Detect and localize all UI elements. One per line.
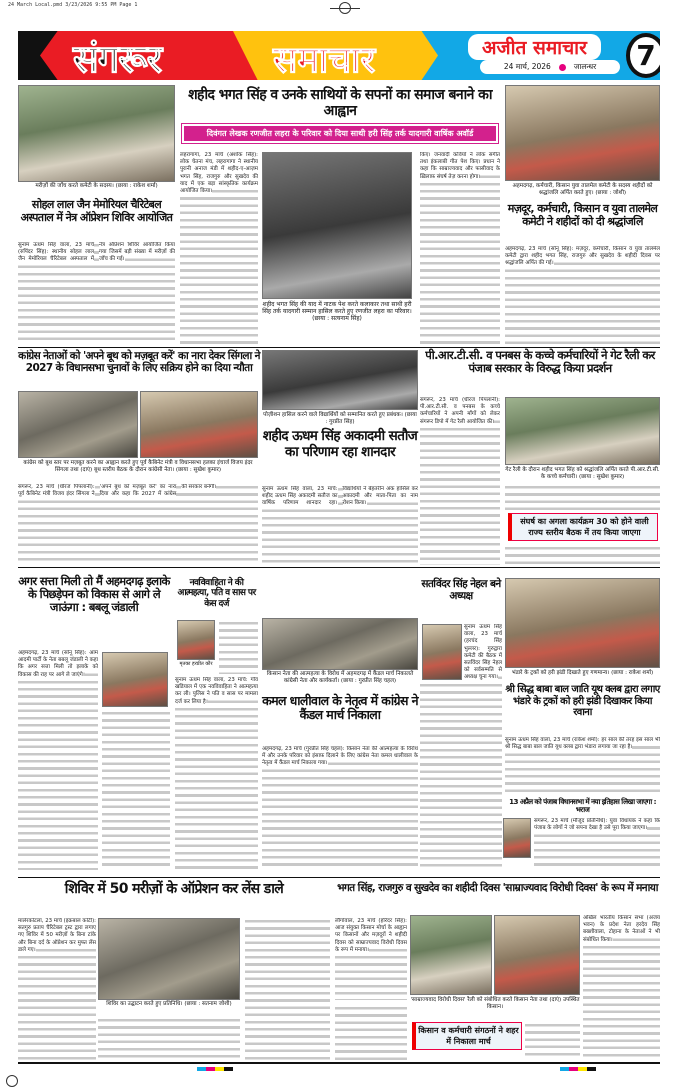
article-text: अहमदगढ़, 23 मार्च (गुरप्रीत सिंह चहल): किसान नेता की आत्महत्या के विरोध में और उनके परिवार को इंसाफ़ दिलाने के लिए कांग्रेस नेता कमल धालीवाल के नेतृत्व में कैंडल मार्च निकाला गया। <box>262 746 418 767</box>
color-registration-bar <box>197 1067 233 1071</box>
issue-city: जालन्धर <box>573 62 597 71</box>
prtc-body <box>420 397 500 565</box>
eye-camp-photo <box>18 85 175 182</box>
jandali-headline: अगर सत्ता मिली तो मैं अहमदगढ़ इलाके के पिछड़ेपन को विकास से आगे ले जाऊंगा : बबलू जंडाली <box>18 574 170 615</box>
bhagat-singh-caption: शहीद भगत सिंह की याद में नाटक पेश करते कलाकार तथा साथी हरी सिंह तर्क यादगारी सम्मान हासिल करते हुए रणजीत लहरा का परिवार। (छाया : सत्यनाम सिंह) <box>262 301 412 322</box>
article-text: संगरूर, 23 मार्च (धीरज पिपलानी): पी.आर.टी.सी. व पनबस के कच्चे कर्मचारियों ने अपनी माँगों को लेकर संगरूर डिपो में गेट रैली आयोजित की। <box>420 397 500 425</box>
candle-march-photo <box>262 618 418 670</box>
article-text: अखिल भारतीय किसान सभा (अजय भवन) के प्रदेश नेता हरदेव सिंह बख्शीवाला, टोहाना के नेताओं ने भी संबोधित किया। <box>583 915 660 943</box>
prtc-headline: पी.आर.टी.सी. व पनबस के कच्चे कर्मचारियों ने गेट रैली कर पंजाब सरकार के विरुद्ध किया प्रदर्शन <box>425 348 655 376</box>
bhagat-singh-headline: शहीद भगत सिंह व उनके साथियों के सपनों का समाज बनाने का आह्वान <box>188 87 492 120</box>
victim-portrait <box>177 620 215 660</box>
anti-imperialism-headline: भगत सिंह, राजगुरु व सुखदेव का शहीदी दिवस 'साम्राज्यवाद विरोधी दिवस' के रूप में मनाया <box>337 882 658 894</box>
article-text: सुनाम ऊधम सिंह वाला, 23 मार्च (राकेश शर्मा): हर साल की तरह इस साल भी श्री सिद्ध बाबा बाल जाति यूथ क्लब द्वारा भंडारा लगाया जा रहा है। <box>505 737 660 751</box>
workers-committee-body <box>505 246 660 345</box>
article-text: मालेरकोटला, 23 मार्च (इक़बाल कोटी): सतगुरु प्रताप चैरिटेबल ट्रस्ट द्वारा लगाए गए शिविर में 50 मरीज़ों के बिना टांके और बिना दर्द के ऑप्रेशन कर मुफ्त लेंस डाले गए। <box>18 918 96 953</box>
candle-body <box>262 746 418 870</box>
prtc-caption: गेट रैली के दौरान शहीद भगत सिंह को श्रद्धांजलि अर्पित करते पी.आर.टी.सी. के कच्चे कर्मचारी। (छाया : सुखेश कुमार) <box>505 467 660 480</box>
anti-imperialism-body <box>335 918 407 1000</box>
workers-committee-caption: अहमदगढ़, कर्मचारी, किसान युवा तालमेल कमेटी के सदस्य शहीदों को श्रद्धांजलि अर्पित करते हुए। (छाया : जोशी) <box>512 183 653 196</box>
prtc-body-3 <box>505 545 660 565</box>
march-highlight-box: किसान व कर्मचारी संगठनों ने शहर में निकाला मार्च <box>412 1022 522 1050</box>
tribute-photo <box>505 85 660 181</box>
article-text: संगरूर, 23 मार्च (मौजूद प्रतिनिधि): युवा विधायक ने कहा कि पंजाब के लोगों ने जो सपना देखा है उसे पूरा किया जाएगा। <box>534 818 660 832</box>
nehal-headline: सतविंदर सिंह नेहल बने अध्यक्ष <box>421 578 501 603</box>
eye-camp-body <box>18 242 175 345</box>
article-text: सुनाम ऊधम सिंह वाला, 23 मार्च (हरचंद सिंह भुल्लर): गुरुद्वारा कमेटी की बैठक में सतविंदर सिंह नेहल को सर्वसम्मति से अध्यक्ष चुना गया। <box>464 624 502 680</box>
lens-body <box>18 918 96 1060</box>
prtc-highlight-box: संघर्ष का अगला कार्यक्रम 30 को होने वाली राज्य स्तरीय बैठक में तय किया जाएगा <box>508 513 658 541</box>
candle-headline: कमल धालीवाल के नेतृत्व में कांग्रेस ने कैंडल मार्च निकाला <box>262 693 418 723</box>
rally-photo-2 <box>494 915 580 995</box>
masthead <box>18 31 660 80</box>
divider <box>18 567 660 568</box>
singla-body <box>18 484 258 565</box>
lens-body-3 <box>245 918 330 1060</box>
nehal-body <box>464 624 502 680</box>
bottom-rule <box>18 1062 660 1064</box>
article-text: अहमदगढ़, 23 मार्च (सोनू सिंह): मज़दूर, कर्मचारी, किसान व युवा तालमेल कमेटी द्वारा शहीद भगत सिंह, राजगुरु और सुखदेव के शहीदी दिवस पर श्रद्धांजलि अर्पित की गई। <box>505 246 660 267</box>
bullet-icon <box>559 64 566 71</box>
mla-portrait <box>503 818 531 858</box>
issue-date: 24 मार्च, 2026 <box>503 62 551 71</box>
suicide-body-2 <box>175 677 258 870</box>
section-title: संगरूर <box>73 37 162 80</box>
suicide-headline: नवविवाहिता ने की आत्महत्या, पति व सास पर केस दर्ज <box>177 578 256 609</box>
article-text: सुनाम ऊधम सिंह वाला, 23 मार्च: गाँव खडियाल में एक नवविवाहिता ने आत्महत्या कर ली। पुलिस ने पति व सास पर मामला दर्ज कर लिया है। <box>175 677 258 705</box>
bhagat-singh-body <box>180 152 258 345</box>
academy-headline: शहीद ऊधम सिंह अकादमी सतौज का परिणाम रहा शानदार <box>262 428 418 460</box>
color-registration-bar <box>560 1067 596 1071</box>
students-photo <box>262 350 418 410</box>
article-text: सुनाम ऊधम सिंह वाला, 23 मार्च: शहीद ऊधम सिंह अकादमी सतौज का वार्षिक परिणाम शानदार रहा। विद्यार्थियों ने बेहतरीन अंक हासिल कर अकादमी और माता-पिता का नाम रोशन किया। <box>262 486 418 507</box>
date-line <box>480 60 620 74</box>
article-text: किए। जनवादी कवियों ने लोक संगीत तथा इंकलाबी गीत पेश किए। प्रधान ने कहा कि साम्राज्यवाद और फासीवाद के ख़िलाफ़ संघर्ष तेज़ करना होगा। <box>420 152 500 180</box>
registration-mark <box>339 2 351 14</box>
academy-caption: पोज़ीशन हासिल करने वाले विद्यार्थियों को सम्मानित करते हुए प्रबंधक। (छाया : गुरप्रीत सिंह) <box>263 412 417 425</box>
jandali-body <box>18 650 98 870</box>
lens-body-2 <box>98 1017 240 1060</box>
anti-imperialism-body-3 <box>525 1022 580 1060</box>
eye-camp-caption: मरीज़ों की जाँच करते कमेटी के सदस्य। (छाया : राकेश शर्मा) <box>35 183 158 189</box>
article-text: सुनाम ऊधम सिंह वाला, 23 मार्च (रुपिंदर सिंह): स्थानीय सोहल लाल जैन मेमोरियल चैरिटेबल अस्पताल में नेत्र ऑप्रेशन शिविर आयोजित किया गया जिसमें बड़ी संख्या में मरीज़ों की जाँच की गई। <box>18 242 175 263</box>
publication-name: अजीत समाचार <box>468 34 601 60</box>
jandali-portrait <box>102 652 168 707</box>
eye-camp-headline: सोहल लाल जैन मेमोरियल चैरिटेबल अस्पताल में नेत्र ऑप्रेशन शिविर आयोजित <box>20 198 173 224</box>
page-number: 7 <box>626 33 660 78</box>
article-text: अहमदगढ़, 23 मार्च (सोनू सिंह): आम आदमी पार्टी के नेता बबलू जंडाली ने कहा कि अगर सत्ता मिली तो इलाके को विकास की राह पर आगे ले जाएंगे। <box>18 650 98 678</box>
singla-caption: कांग्रेस को बूथ स्तर पर मज़बूत करने का आह्वान करते हुए पूर्व कैबिनेट मंत्री व विधानसभा हलका इंचार्ज विजय इंदर सिंगला तथा (दाएं) बूथ स्तरीय बैठक के दौरान कांग्रेसी नेता। (छाया : सुखेश कुमार) <box>23 460 253 473</box>
bhagat-singh-subhead: दिवंगत लेखक रणजीत लहरा के परिवार को दिया साथी हरी सिंह तर्क यादगारी वार्षिक अवॉर्ड <box>182 124 498 143</box>
bhandara-subhead: 13 अप्रैल को पंजाब विधानसभा में नया इतिहास लिखा जाएगा : भराज <box>509 797 656 815</box>
bhagat-singh-body-2 <box>420 152 500 345</box>
candle-caption: किसान नेता की आत्महत्या के विरोध में अहमदगढ़ में कैंडल मार्च निकालते कांग्रेसी नेता और कार्यकर्ता। (छाया : गुरप्रीत सिंह चहल) <box>266 671 414 684</box>
article-text: संगरूर, 23 मार्च (धीरज पिपलानी): पूर्व कैबिनेट मंत्री विजय इंदर सिंगला ने 'अपने बूथ को मज़बूत करें' का नारा दिया और कहा कि 2027 में कांग्रेस की सरकार बनेगी। <box>18 484 217 498</box>
play-photo <box>262 152 412 299</box>
bhandara-photo <box>505 578 660 668</box>
academy-body <box>262 486 418 565</box>
registration-mark <box>6 1075 18 1087</box>
print-slug: 24 March Local.pmd 3/23/2026 9:55 PM Page 1 <box>8 2 138 8</box>
lens-caption: शिविर का उद्घाटन करते हुए प्रतिनिधि। (छाया : सतनाम जोशी) <box>106 1001 232 1007</box>
suicide-body <box>219 620 258 674</box>
article-text: लौंगोवाल, 23 मार्च (हरिंदर सिंह): आज संयुक्त किसान मोर्चा के आह्वान पर किसानों और मज़दूरों ने शहीदी दिवस को साम्राज्यवाद विरोधी दिवस के रूप में मनाया। <box>335 918 407 953</box>
nehal-body-2 <box>420 682 502 870</box>
bhandara-body-2 <box>534 818 660 870</box>
meeting-photo <box>18 391 138 458</box>
singla-headline: कांग्रेस नेताओं को 'अपने बूथ को मज़बूत करें' का नारा देकर सिंगला ने 2027 के विधानसभा चुनावों के लिए सक्रिय होने का दिया न्यौता <box>18 350 260 375</box>
victim-photo-caption: मृतका हरप्रीत कौर <box>179 661 213 667</box>
meeting-photo-2 <box>140 391 258 458</box>
nehal-portrait <box>422 624 462 680</box>
prtc-body-2 <box>505 484 660 511</box>
section-title-2: समाचार <box>273 40 376 80</box>
article-text: लहरागागा, 23 मार्च (अशोक सिंह): लोक चेतना मंच, लहरागागा ने स्थानीय पुरानी अनाज मंडी में शहीद-ए-आज़म भगत सिंह, राजगुरु और सुखदेव की याद में एक बड़ा सांस्कृतिक कार्यक्रम आयोजित किया। <box>180 152 258 195</box>
lens-headline: शिविर में 50 मरीज़ों के ऑप्रेशन कर लेंस डाले <box>64 881 284 897</box>
gate-rally-photo <box>505 397 660 465</box>
anti-imperialism-body-4 <box>583 915 660 1060</box>
bhandara-headline: श्री सिद्ध बाबा बाल जाति यूथ क्लब द्वारा लगाए भंडारे के ट्रकों को हरी झंडी दिखाकर किया रवाना <box>505 684 660 718</box>
eye-camp-inauguration-photo <box>98 918 240 1000</box>
workers-committee-headline: मज़दूर, कर्मचारी, किसान व युवा तालमेल कमेटी ने शहीदों को दी श्रद्धांजलि <box>507 202 658 228</box>
anti-imperialism-body-2 <box>335 1005 407 1060</box>
rally-photo <box>410 915 492 995</box>
bhandara-body <box>505 737 660 795</box>
bhandara-caption: भंडारे के ट्रकों को हरी झंडी दिखाते हुए गणमान्य। (छाया : राकेश शर्मा) <box>511 670 654 676</box>
divider <box>18 877 660 878</box>
jandali-body-2 <box>102 710 170 870</box>
anti-imperialism-caption: 'साम्राज्यवाद विरोधी दिवस' रैली को संबोधित करते किसान नेता तथा (दाएं) उपस्थित किसान। <box>410 997 580 1010</box>
